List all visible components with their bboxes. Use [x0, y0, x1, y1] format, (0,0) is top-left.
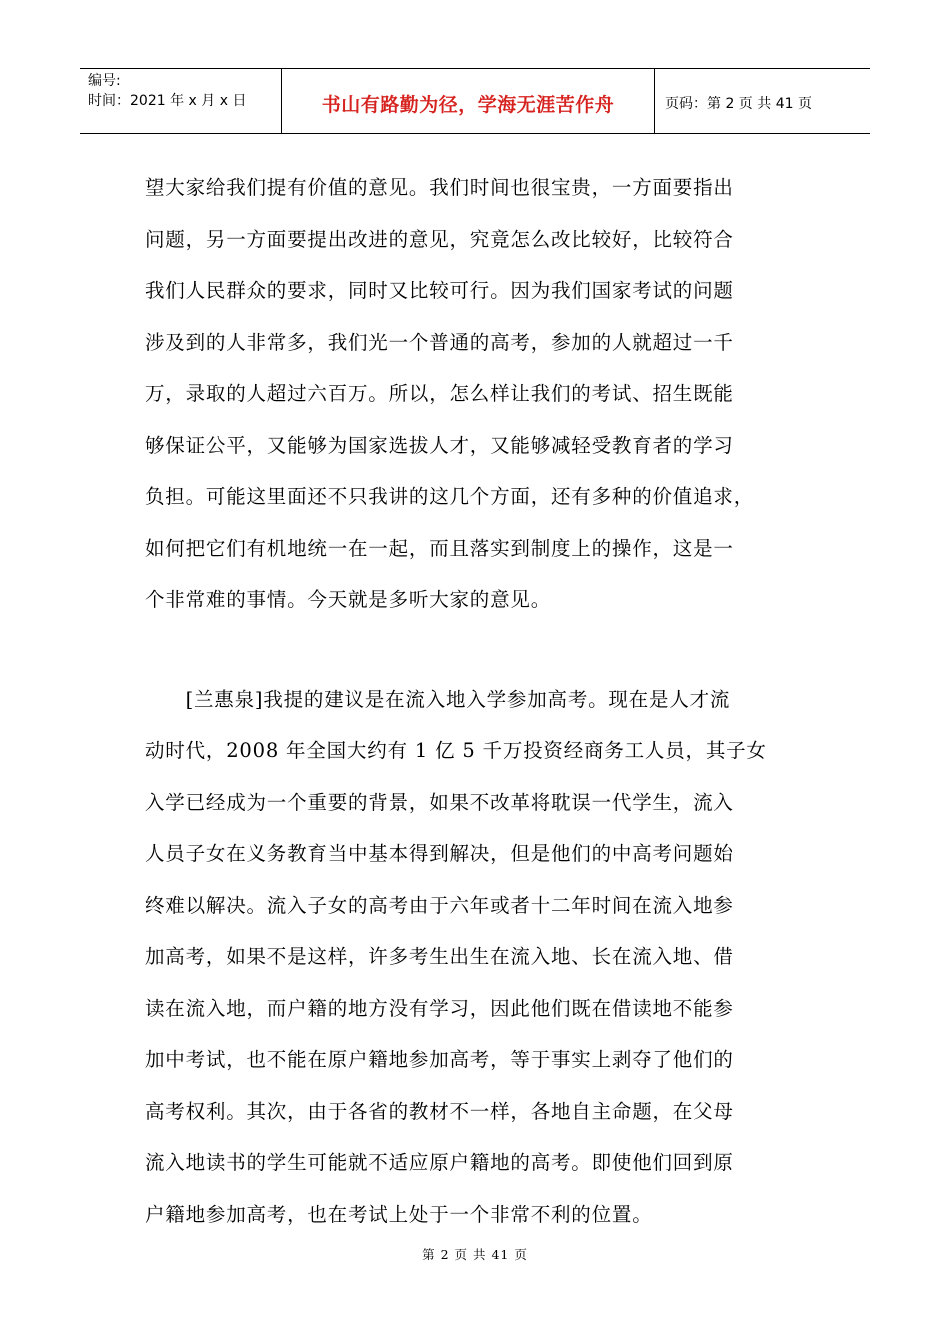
document-body — [145, 162, 825, 1240]
text-line: 望大家给我们提有价值的意见。我们时间也很宝贵，一方面要指出 — [145, 176, 734, 199]
text-line: 个非常难的事情。今天就是多听大家的意见。 — [145, 588, 552, 611]
text-line: 流入地读书的学生可能就不适应原户籍地的高考。即使他们回到原 — [145, 1151, 734, 1174]
text-line: 加中考试，也不能在原户籍地参加高考，等于事实上剥夺了他们的 — [145, 1048, 734, 1071]
text-line: 我们人民群众的要求，同时又比较可行。因为我们国家考试的问题 — [145, 279, 734, 302]
paragraph-gap — [145, 626, 825, 674]
text-line: 问题，另一方面要提出改进的意见，究竟怎么改比较好，比较符合 — [145, 227, 734, 251]
text-line: 高考权利。其次，由于各省的教材不一样，各地自主命题，在父母 — [145, 1099, 734, 1123]
page-header — [80, 68, 870, 134]
paragraph — [145, 162, 825, 626]
header-page-info: 页码：第 2 页 共 41 页 — [665, 96, 812, 112]
text-line: 涉及到的人非常多，我们光一个普通的高考，参加的人就超过一千 — [145, 330, 734, 354]
text-line: 户籍地参加高考，也在考试上处于一个非常不利的位置。 — [145, 1202, 653, 1226]
serial-number-label: 编号: — [88, 73, 121, 89]
text-line: 人员子女在义务教育当中基本得到解决，但是他们的中高考问题始 — [145, 842, 734, 865]
text-line: 负担。可能这里面还不只我讲的这几个方面，还有多种的价值追求， — [145, 485, 755, 508]
text-line: 终难以解决。流入子女的高考由于六年或者十二年时间在流入地参 — [145, 893, 734, 917]
page-footer: 第 2 页 共 41 页 — [422, 1247, 528, 1262]
header-motto: 书山有路勤为径，学海无涯苦作舟 — [282, 69, 655, 133]
header-meta — [80, 69, 282, 133]
text-line: 万，录取的人超过六百万。所以，怎么样让我们的考试、招生既能 — [145, 382, 734, 405]
text-line: 够保证公平，又能够为国家选拔人才，又能够减轻受教育者的学习 — [145, 433, 734, 457]
text-line: 动时代，2008 年全国大约有 1 亿 5 千万投资经商务工人员，其子女 — [145, 739, 767, 762]
paragraph — [145, 674, 825, 1241]
text-line: 加高考，如果不是这样，许多考生出生在流入地、长在流入地、借 — [145, 945, 734, 968]
date-label: 时间：2021 年 x 月 x 日 — [88, 93, 247, 109]
text-line: 如何把它们有机地统一在一起，而且落实到制度上的操作，这是一 — [145, 536, 734, 560]
text-line: 读在流入地，而户籍的地方没有学习，因此他们既在借读地不能参 — [145, 996, 734, 1020]
text-line: [兰惠泉]我提的建议是在流入地入学参加高考。现在是人才流 — [145, 687, 731, 711]
text-line: 入学已经成为一个重要的背景，如果不改革将耽误一代学生，流入 — [145, 790, 734, 814]
